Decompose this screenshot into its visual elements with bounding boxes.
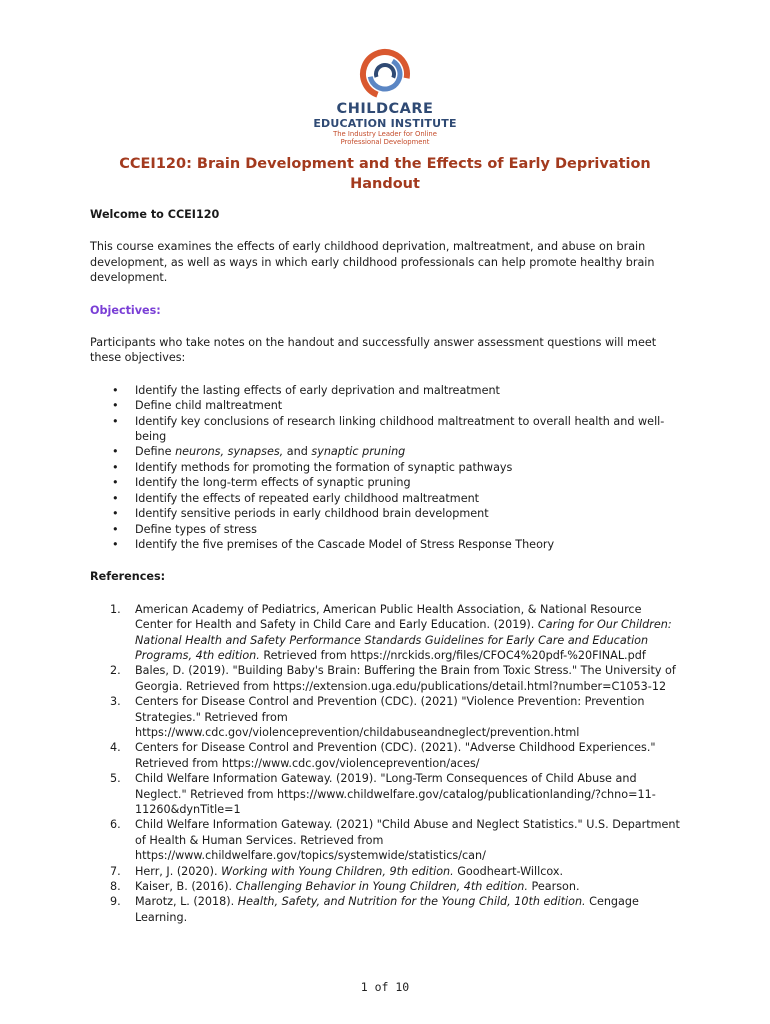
list-item: • Define child maltreatment <box>112 399 283 413</box>
objectives-list <box>90 383 680 552</box>
list-item: • Identify methods for promoting the formation of synaptic pathways <box>112 460 513 474</box>
list-item: • Identify the five premises of the Cascade Model of Stress Response Theory <box>112 537 555 551</box>
list-item: • Identify the lasting effects of early deprivation and maltreatment <box>112 383 500 397</box>
title-line-1: CCEI120: Brain Development and the Effects of Early Deprivation <box>119 156 651 172</box>
document-body <box>90 207 680 925</box>
reference-item: 6. Child Welfare Information Gateway. (2021) "Child Abuse and Neglect Statistics." U.S. Department of Health & Human Services. Retrieved from https://www.childwelfare.gov/topics/systemwide/statistics/can/ <box>110 818 680 863</box>
reference-item: 7. Herr, J. (2020). Working with Young Children, 9th edition. Goodheart-Willcox. <box>110 864 564 878</box>
reference-item: 5. Child Welfare Information Gateway. (2019). "Long-Term Consequences of Child Abuse and Neglect." Retrieved from https://www.childwelfare.gov/catalog/publicationlanding/?chno=11-11260&dynTitle=1 <box>110 772 656 816</box>
reference-item: 4. Centers for Disease Control and Prevention (CDC). (2021). "Adverse Childhood Experiences." Retrieved from https://www.cdc.gov/violenceprevention/aces/ <box>110 741 656 770</box>
reference-item: 2. Bales, D. (2019). "Building Baby's Brain: Buffering the Brain from Toxic Stress." The University of Georgia. Retrieved from https://extension.uga.edu/publications/detail.html?number=C1053-12 <box>110 664 676 693</box>
page-number: 1 of 10 <box>360 980 410 994</box>
logo-tagline-2: Professional Development <box>340 138 430 146</box>
list-item: • Identify the effects of repeated early childhood maltreatment <box>112 491 480 505</box>
title-line-2: Handout <box>350 176 420 192</box>
objectives-heading: Objectives: <box>90 303 161 317</box>
list-item: • Identify key conclusions of research linking childhood maltreatment to overall health and well-being <box>112 414 665 444</box>
references-heading: References: <box>90 570 166 584</box>
list-item: • Identify sensitive periods in early childhood brain development <box>112 507 489 521</box>
reference-item: 9. Marotz, L. (2018). Health, Safety, and Nutrition for the Young Child, 10th edition. Cengage Learning. <box>110 895 639 924</box>
bullet-icon: • <box>112 383 119 397</box>
list-item: • Identify the long-term effects of synaptic pruning <box>112 476 411 490</box>
bullet-icon: • <box>112 399 119 413</box>
list-item: • Define neurons, synapses, and synaptic pruning <box>112 445 406 459</box>
reference-item: 3. Centers for Disease Control and Prevention (CDC). (2021) "Violence Prevention: Prevention Strategies." Retrieved from https://www.cdc.gov/violenceprevention/childabuseandneglect/prevention.html <box>110 695 645 739</box>
intro-paragraph: This course examines the effects of early childhood deprivation, maltreatment, and abuse on brain development, as well as ways in which early childhood professionals can help promote healthy brain development. <box>90 240 655 285</box>
references-list <box>90 602 680 926</box>
ccei-logo <box>305 48 465 154</box>
list-item: • Define types of stress <box>112 522 257 536</box>
reference-item: 8. Kaiser, B. (2016). Challenging Behavior in Young Children, 4th edition. Pearson. <box>110 880 580 894</box>
document-title <box>90 154 680 194</box>
bullet-icon: • <box>112 460 119 474</box>
logo-name-line2: EDUCATION INSTITUTE <box>313 117 457 130</box>
welcome-heading: Welcome to CCEI120 <box>90 208 220 221</box>
reference-item: 1. American Academy of Pediatrics, American Public Health Association, & National Resource Center for Health and Safety in Child Care and Early Education. (2019). Caring for Our Children: National Health and Safety Performance Standards Guidelines for Early Care and Education Programs, 4th edition. Retrieved from https://nrckids.org/files/CFOC4%20pdf-%20FINAL.pdf <box>110 602 672 662</box>
logo-name-line1: CHILDCARE <box>336 101 434 117</box>
bullet-icon: • <box>112 537 119 551</box>
bullet-icon: • <box>112 414 119 428</box>
logo-tagline-1: The Industry Leader for Online <box>333 130 437 138</box>
logo-circles-icon <box>353 48 417 100</box>
bullet-icon: • <box>112 491 119 505</box>
bullet-icon: • <box>112 507 119 521</box>
bullet-icon: • <box>112 445 119 459</box>
bullet-icon: • <box>112 522 119 536</box>
participants-paragraph: Participants who take notes on the handout and successfully answer assessment questions will meet these objectives: <box>90 336 657 365</box>
bullet-icon: • <box>112 476 119 490</box>
